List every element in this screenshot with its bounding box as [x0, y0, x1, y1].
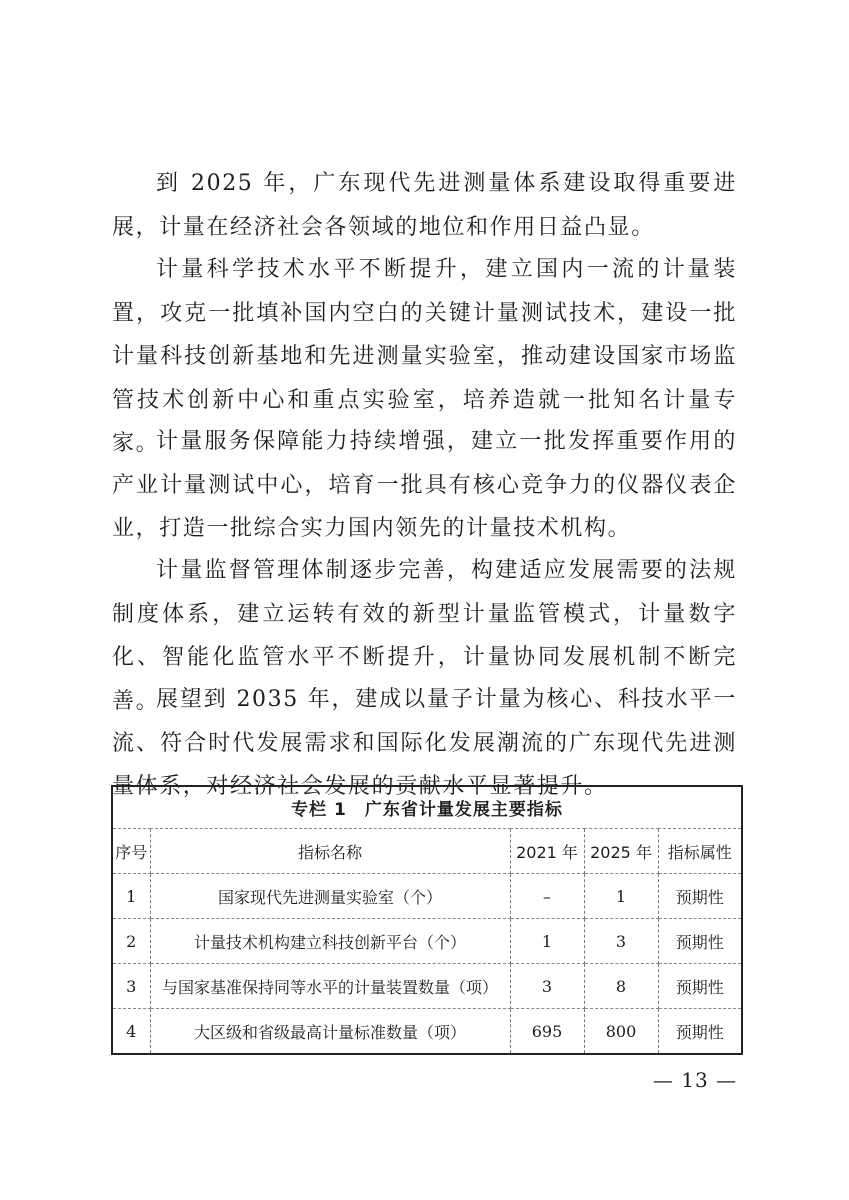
- row-value-2021: 695: [510, 1009, 584, 1055]
- table-row: [112, 1009, 742, 1055]
- table-row: [112, 874, 742, 919]
- paragraph-2025-goal: 到 2025 年，广东现代先进测量体系建设取得重要进展，计量在经济社会各领域的地位和作用日益凸显。: [112, 171, 737, 240]
- header-indicator-name: 指标名称: [150, 829, 510, 874]
- indicator-table: [111, 785, 743, 1055]
- row-value-2021: 1: [510, 919, 584, 964]
- row-index: 2: [112, 919, 150, 964]
- paragraph-service: 计量服务保障能力持续增强，建立一批发挥重要作用的产业计量测试中心，培育一批具有核心竞争力的仪器仪表企业，打造一批综合实力国内领先的计量技术机构。: [112, 429, 737, 541]
- table-title: 专栏 1 广东省计量发展主要指标: [112, 786, 742, 829]
- header-attribute: 指标属性: [658, 829, 742, 874]
- row-indicator-name: 大区级和省级最高计量标准数量（项）: [150, 1009, 510, 1055]
- paragraph-supervision: 计量监督管理体制逐步完善，构建适应发展需要的法规制度体系，建立运转有效的新型计量监管模式，计量数字化、智能化监管水平不断提升，计量协同发展机制不断完善。: [112, 558, 737, 714]
- row-value-2025: 3: [584, 919, 658, 964]
- row-attribute: 预期性: [658, 919, 742, 964]
- row-indicator-name: 国家现代先进测量实验室（个）: [150, 874, 510, 919]
- header-index: 序号: [112, 829, 150, 874]
- row-indicator-name: 与国家基准保持同等水平的计量装置数量（项）: [150, 964, 510, 1009]
- row-attribute: 预期性: [658, 964, 742, 1009]
- row-attribute: 预期性: [658, 874, 742, 919]
- header-year-2021: 2021 年: [510, 829, 584, 874]
- row-value-2021: –: [510, 874, 584, 919]
- paragraph-science-tech: 计量科学技术水平不断提升，建立国内一流的计量装置，攻克一批填补国内空白的关键计量测试技术，建设一批计量科技创新基地和先进测量实验室，推动建设国家市场监管技术创新中心和重点实验室，培养造就一批知名计量专家。: [112, 257, 737, 456]
- row-value-2021: 3: [510, 964, 584, 1009]
- table-header-row: [112, 829, 742, 874]
- row-index: 1: [112, 874, 150, 919]
- row-attribute: 预期性: [658, 1009, 742, 1055]
- header-year-2025: 2025 年: [584, 829, 658, 874]
- row-value-2025: 1: [584, 874, 658, 919]
- row-index: 4: [112, 1009, 150, 1055]
- row-value-2025: 800: [584, 1009, 658, 1055]
- row-indicator-name: 计量技术机构建立科技创新平台（个）: [150, 919, 510, 964]
- row-index: 3: [112, 964, 150, 1009]
- paragraph-2035-outlook: 展望到 2035 年，建成以量子计量为核心、科技水平一流、符合时代发展需求和国际化发展潮流的广东现代先进测量体系，对经济社会发展的贡献水平显著提升。: [112, 687, 737, 799]
- row-value-2025: 8: [584, 964, 658, 1009]
- page-number: — 13 —: [652, 1068, 738, 1092]
- table-row: [112, 964, 742, 1009]
- table-row: [112, 919, 742, 964]
